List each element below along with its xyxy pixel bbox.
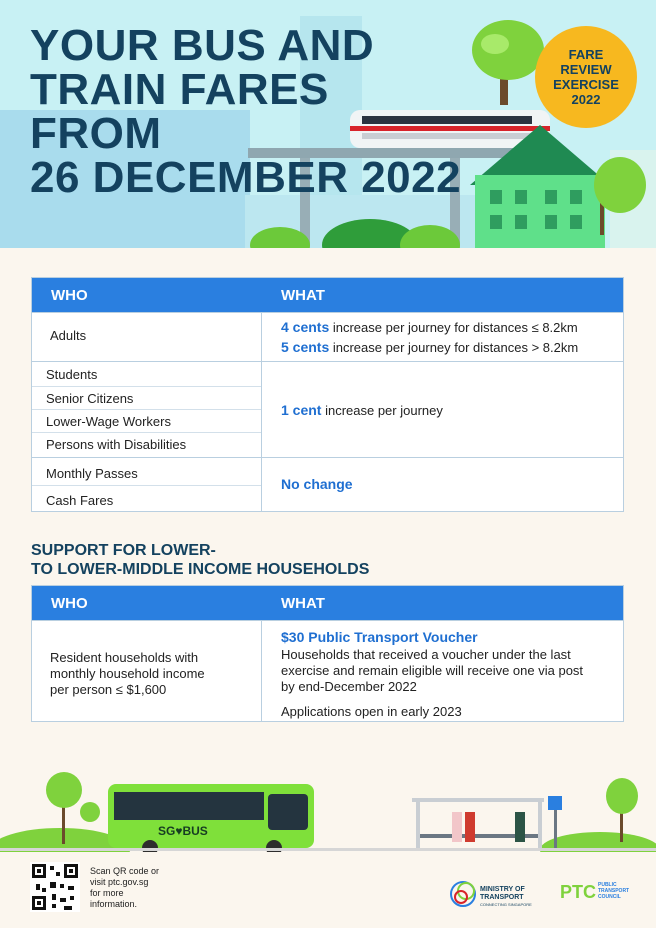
ptc-logo-mark: PTC — [560, 882, 596, 902]
who-students: Students — [46, 367, 98, 382]
voucher-title: $30 Public Transport Voucher — [281, 629, 478, 645]
who-monthly-passes: Monthly Passes — [46, 466, 138, 481]
title-line: YOUR BUS AND — [30, 21, 375, 70]
header-what: WHAT — [281, 287, 325, 304]
mot-logo-line: TRANSPORT — [480, 894, 524, 901]
fare-increase-value: 5 cents — [281, 339, 330, 355]
mot-logo-line: MINISTRY OF — [480, 886, 525, 893]
who-cell — [32, 362, 261, 386]
fare-increase-value: 1 cent — [281, 402, 322, 418]
description-line: exercise and remain eligible will receive one via post — [281, 663, 584, 678]
who-cash-fares: Cash Fares — [46, 493, 114, 508]
ptc-logo-line: COUNCIL — [598, 894, 621, 900]
who-cell — [32, 386, 261, 409]
title-line: TRAIN FARES — [30, 65, 329, 114]
table-row — [32, 620, 623, 723]
fare-change-table — [31, 277, 624, 512]
who-cell — [32, 485, 261, 514]
description-line: Households that received a voucher under the last — [281, 647, 571, 662]
fare-increase-text: increase per journey for distances ≤ 8.2km — [329, 320, 578, 335]
badge-line: REVIEW — [560, 62, 612, 77]
fare-review-badge — [535, 26, 637, 128]
support-section-title — [31, 541, 369, 579]
who-line: Resident households with — [50, 650, 199, 665]
badge-line: FARE — [568, 47, 604, 62]
concession-fare-line — [281, 402, 443, 418]
page-title — [30, 21, 462, 202]
table-row — [32, 312, 623, 361]
description-line: by end-December 2022 — [281, 679, 417, 694]
qr-text-line: visit ptc.gov.sg — [90, 877, 149, 887]
qr-text-line: information. — [90, 899, 138, 909]
voucher-description — [281, 647, 583, 695]
header-who: WHO — [51, 595, 88, 612]
header-who: WHO — [51, 287, 88, 304]
bus-logo: SG♥BUS — [158, 824, 208, 838]
adults-fare-line-2 — [281, 339, 578, 355]
who-resident-households — [50, 650, 205, 698]
who-cell — [32, 432, 261, 458]
table-header — [32, 586, 623, 620]
table-header — [32, 278, 623, 312]
adults-fare-line-1 — [281, 319, 578, 335]
mot-logo — [448, 874, 538, 914]
qr-code[interactable] — [30, 862, 80, 912]
who-lower-wage: Lower-Wage Workers — [46, 414, 171, 429]
qr-instructions — [90, 866, 159, 910]
fare-increase-text: increase per journey for distances > 8.2km — [329, 340, 579, 355]
who-seniors: Senior Citizens — [46, 391, 134, 406]
ptc-logo-line: PUBLIC — [598, 882, 617, 888]
table-row — [32, 457, 623, 513]
who-line: monthly household income — [50, 666, 205, 681]
badge-line: EXERCISE — [553, 77, 619, 92]
support-table — [31, 585, 624, 722]
fare-increase-text: increase per journey — [321, 403, 443, 418]
ptc-logo — [558, 876, 638, 912]
section-title-line: TO LOWER-MIDDLE INCOME HOUSEHOLDS — [31, 561, 370, 578]
table-row — [32, 361, 623, 457]
ptc-logo-line: TRANSPORT — [598, 888, 630, 894]
title-line: FROM — [30, 109, 162, 158]
who-cell — [32, 409, 261, 432]
fare-increase-value: 4 cents — [281, 319, 330, 335]
section-title-line: SUPPORT FOR LOWER- — [31, 542, 216, 559]
who-adults: Adults — [50, 328, 87, 343]
street-illustration — [0, 772, 656, 852]
applications-note: Applications open in early 2023 — [281, 704, 462, 719]
header-what: WHAT — [281, 595, 325, 612]
qr-text-line: Scan QR code or — [90, 866, 160, 876]
mot-tagline: CONNECTING SINGAPORE — [480, 902, 532, 907]
no-change-label: No change — [281, 476, 353, 492]
qr-text-line: for more — [90, 888, 124, 898]
who-cell — [32, 458, 261, 485]
badge-line: 2022 — [571, 92, 601, 107]
who-pwd: Persons with Disabilities — [46, 437, 187, 452]
title-line: 26 DECEMBER 2022 — [30, 153, 462, 202]
who-line: per person ≤ $1,600 — [50, 682, 167, 697]
hero-banner — [0, 0, 656, 248]
